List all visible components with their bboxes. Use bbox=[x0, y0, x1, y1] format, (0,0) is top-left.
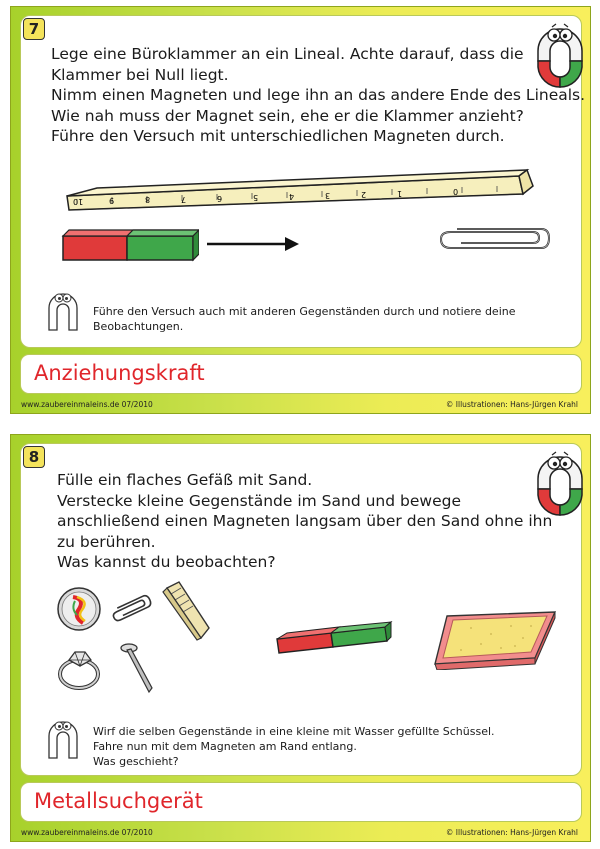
magnet-mascot-icon bbox=[532, 449, 588, 517]
bar-magnet-icon bbox=[59, 228, 199, 262]
magnet-outline-icon bbox=[43, 718, 83, 764]
ruler-number: 7 bbox=[181, 195, 187, 204]
bar-magnet-icon bbox=[273, 619, 393, 659]
card-content-panel bbox=[20, 443, 582, 776]
task-line: Führe den Versuch mit unterschiedlichen Magneten durch. bbox=[51, 127, 505, 145]
card-title: Anziehungskraft bbox=[34, 361, 205, 385]
note-line: Führe den Versuch auch mit anderen Gegenständen durch und notiere deine bbox=[93, 305, 516, 318]
eraser-icon bbox=[161, 578, 213, 644]
task-card-7 bbox=[10, 6, 591, 414]
note-line: Fahre nun mit dem Magneten am Rand entlang. bbox=[93, 740, 357, 753]
card-number-badge: 8 bbox=[23, 446, 45, 468]
task-line: Lege eine Büroklammer an ein Lineal. Achte darauf, dass die bbox=[51, 45, 524, 63]
arrow-right-icon bbox=[205, 234, 301, 254]
ruler-number: 8 bbox=[145, 195, 151, 204]
task-text bbox=[57, 470, 553, 573]
note-line: Was geschieht? bbox=[93, 755, 179, 768]
ruler-scale bbox=[73, 187, 523, 206]
ruler-number: 4 bbox=[289, 192, 295, 201]
card-title: Metallsuchgerät bbox=[34, 789, 203, 813]
note-line: Beobachtungen. bbox=[93, 320, 184, 333]
sand-tray-icon bbox=[431, 608, 559, 670]
paperclip-icon bbox=[109, 594, 155, 624]
magnet-outline-icon bbox=[43, 290, 83, 336]
task-line: Fülle ein flaches Gefäß mit Sand. bbox=[57, 471, 313, 489]
footer-website: www.zaubereinmaleins.de 07/2010 bbox=[21, 400, 153, 409]
task-text bbox=[51, 44, 586, 147]
card-content-panel bbox=[20, 15, 586, 348]
footer-website: www.zaubereinmaleins.de 07/2010 bbox=[21, 828, 153, 837]
ruler-number: 6 bbox=[217, 194, 223, 203]
hint-note bbox=[93, 724, 495, 769]
card-number-badge: 7 bbox=[23, 18, 45, 40]
ruler-number: 10 bbox=[73, 197, 84, 206]
marble-icon bbox=[55, 585, 103, 633]
ruler-number: 9 bbox=[109, 196, 115, 205]
task-card-8 bbox=[10, 434, 591, 842]
ruler-number: 5 bbox=[253, 193, 259, 202]
note-line: Wirf die selben Gegenstände in eine kleine mit Wasser gefüllte Schüssel. bbox=[93, 725, 495, 738]
footer-credits: © Illustrationen: Hans-Jürgen Krahl bbox=[445, 400, 578, 409]
paperclip-icon bbox=[437, 224, 553, 254]
magnet-mascot-icon bbox=[532, 21, 588, 89]
task-line: Verstecke kleine Gegenstände im Sand und bewege bbox=[57, 491, 461, 510]
task-line: zu berühren. bbox=[57, 532, 156, 551]
nail-icon bbox=[119, 640, 159, 698]
ruler-number: 3 bbox=[325, 191, 331, 200]
task-line: anschließend einen Magneten langsam über den Sand ohne ihn bbox=[57, 512, 553, 530]
hint-note bbox=[93, 304, 516, 334]
task-line: Wie nah muss der Magnet sein, ehe er die Klammer anzieht? bbox=[51, 106, 524, 125]
ruler-number: 0 bbox=[453, 187, 459, 196]
card-title-box bbox=[20, 354, 582, 394]
footer-credits: © Illustrationen: Hans-Jürgen Krahl bbox=[445, 828, 578, 837]
ruler-number: 1 bbox=[397, 189, 403, 198]
task-line: Was kannst du beobachten? bbox=[57, 553, 276, 571]
card-title-box bbox=[20, 782, 582, 822]
task-line: Klammer bei Null liegt. bbox=[51, 65, 229, 84]
task-line: Nimm einen Magneten und lege ihn an das andere Ende des Lineals. bbox=[51, 86, 586, 104]
ring-icon bbox=[55, 648, 105, 692]
ruler-number: 2 bbox=[361, 190, 367, 199]
